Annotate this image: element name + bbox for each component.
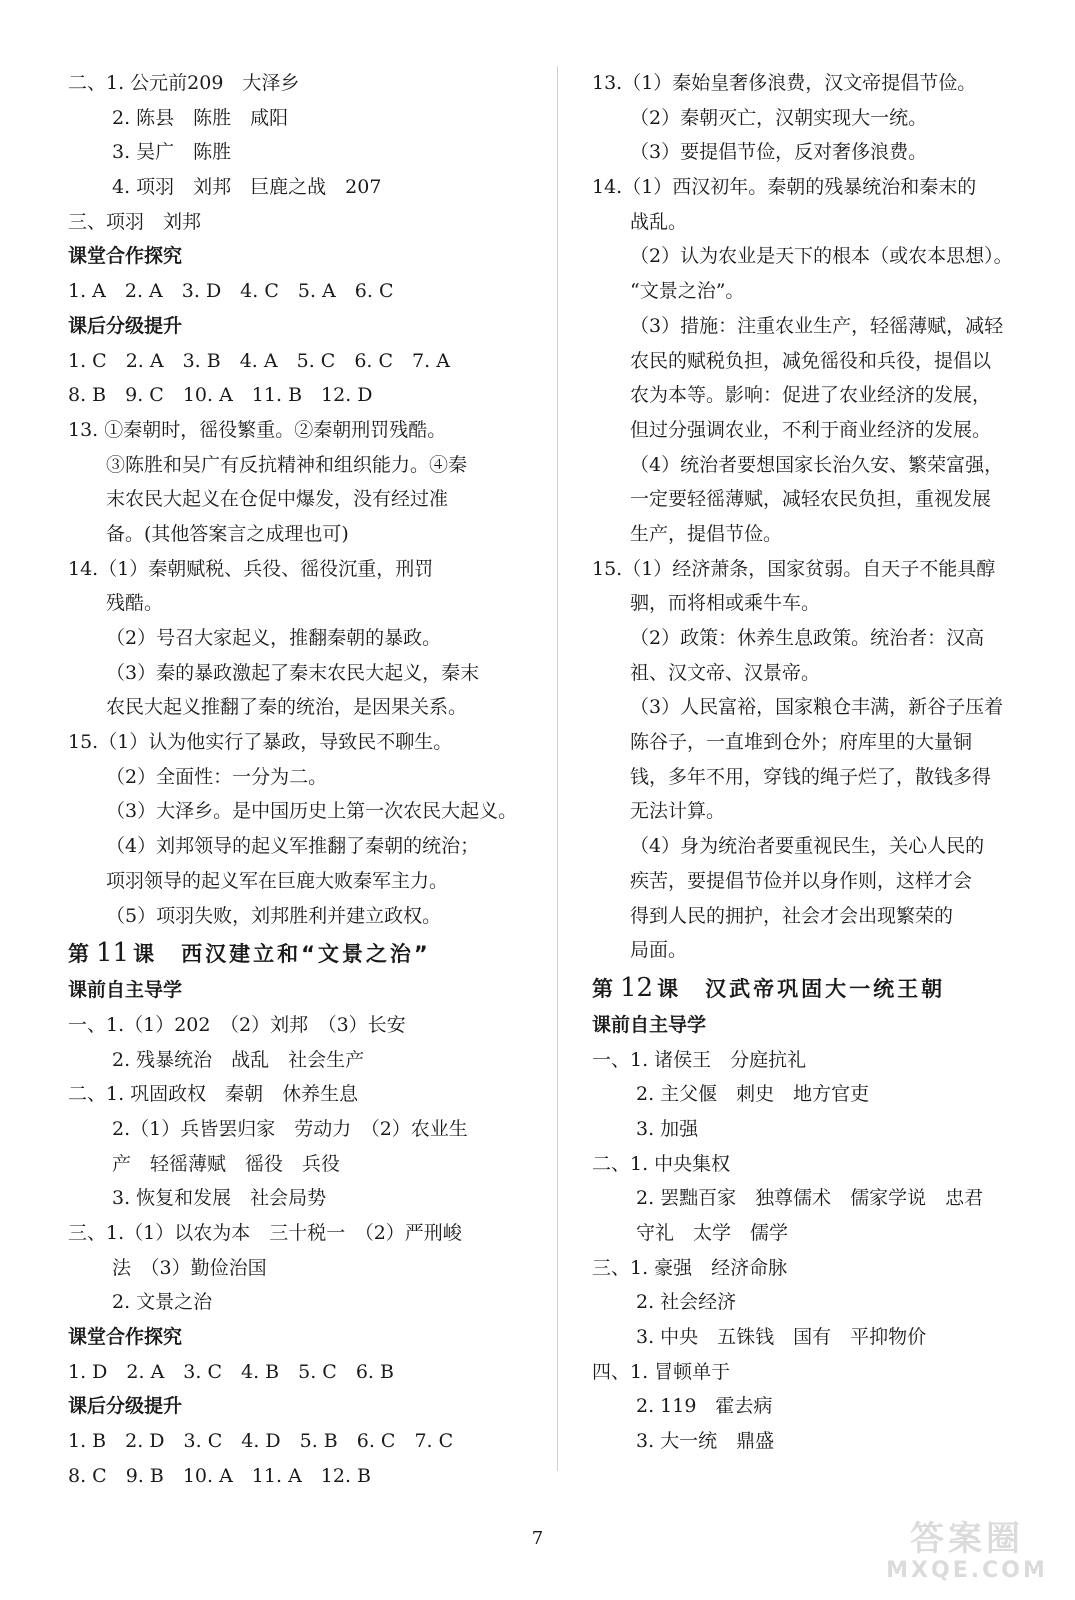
- answer-line: 8. B 9. C 10. A 11. B 12. D: [68, 384, 373, 407]
- answer-line: （3）人民富裕，国家粮仓丰满，新谷子压着: [630, 696, 1004, 719]
- answer-line: 2. 罢黜百家 独尊儒术 儒家学说 忠君: [636, 1187, 984, 1210]
- answer-line: 2. 残暴统治 战乱 社会生产: [112, 1048, 365, 1071]
- answer-line: 3. 加强: [636, 1117, 699, 1140]
- section-heading: 课后分级提升: [68, 1395, 183, 1418]
- answer-line: 3. 恢复和发展 社会局势: [112, 1187, 327, 1210]
- answer-line: 农为本等。影响：促进了农业经济的发展，: [630, 384, 992, 407]
- lesson-name: 课 西汉建立和“文景之治”: [133, 942, 431, 967]
- answer-line: （2）全面性：一分为二。: [106, 765, 328, 788]
- answer-line: 得到人民的拥护，社会才会出现繁荣的: [630, 904, 954, 927]
- answer-line: （5）项羽失败，刘邦胜利并建立政权。: [106, 904, 442, 927]
- answer-line: 二、1. 中央集权: [592, 1152, 731, 1175]
- section-heading: 课堂合作探究: [68, 245, 183, 268]
- answer-line: 4. 项羽 刘邦 巨鹿之战 207: [112, 176, 382, 199]
- answer-line: 驷，而将相或乘牛车。: [630, 592, 821, 615]
- answer-line: 3. 中央 五铢钱 国有 平抑物价: [636, 1326, 927, 1349]
- answer-line: 农民的赋税负担，减免徭役和兵役，提倡以: [630, 349, 992, 372]
- answer-line: 8. C 9. B 10. A 11. A 12. B: [68, 1464, 372, 1487]
- answer-line: 2. 119 霍去病: [636, 1395, 773, 1418]
- answer-line: 局面。: [630, 939, 688, 962]
- answer-line: 农民大起义推翻了秦的统治，是因果关系。: [106, 696, 468, 719]
- section-heading: 课前自主导学: [592, 1013, 707, 1036]
- answer-line: 一、1. 诸侯王 分庭抗礼: [592, 1048, 807, 1071]
- section-heading: 课堂合作探究: [68, 1326, 183, 1349]
- answer-line: （3）秦的暴政激起了秦末农民大起义，秦末: [106, 661, 480, 684]
- answer-line: 法 （3）勤俭治国: [112, 1256, 267, 1279]
- answer-line: 3. 大一统 鼎盛: [636, 1430, 775, 1453]
- answer-line: （2）号召大家起义，推翻秦朝的暴政。: [106, 627, 442, 649]
- answer-line: 二、1. 公元前209 大泽乡: [68, 72, 300, 94]
- answer-line: （4）身为统治者要重视民生，关心人民的: [630, 835, 985, 858]
- section-heading: 课后分级提升: [68, 314, 183, 337]
- right-column: [592, 66, 1032, 1459]
- answer-line: 3. 吴广 陈胜: [112, 141, 232, 164]
- answer-line: （2）政策：休养生息政策。统治者：汉高: [630, 627, 985, 649]
- answer-line: 项羽领导的起义军在巨鹿大败秦军主力。: [106, 869, 449, 892]
- answer-line: （3）大泽乡。是中国历史上第一次农民大起义。: [106, 800, 518, 823]
- lesson-number: 12: [620, 972, 654, 1003]
- answer-line: 三、1. 豪强 经济命脉: [592, 1256, 788, 1279]
- answer-line: ③陈胜和吴广有反抗精神和组织能力。④秦: [106, 453, 468, 476]
- left-column: [68, 66, 538, 1494]
- answer-line: 13.（1）秦始皇奢侈浪费，汉文帝提倡节俭。: [592, 72, 977, 94]
- lesson-number: 11: [96, 938, 130, 969]
- answer-line: 13. ①秦朝时，徭役繁重。②秦朝刑罚残酷。: [68, 418, 447, 441]
- answer-line: 2. 主父偃 刺史 地方官吏: [636, 1083, 870, 1106]
- lesson-title: [68, 933, 538, 973]
- answer-line: 2. 社会经济: [636, 1291, 737, 1314]
- answer-line: 2.（1）兵皆罢归家 劳动力 （2）农业生: [112, 1117, 468, 1140]
- answer-line: 无法计算。: [630, 800, 726, 823]
- lesson-name: 课 汉武帝巩固大一统王朝: [657, 976, 946, 1001]
- answer-line: （2）认为农业是天下的根本（或农本思想）。: [630, 245, 1013, 268]
- lesson-title: [592, 968, 1032, 1008]
- answer-line: 一、1.（1）202 （2）刘邦 （3）长安: [68, 1013, 406, 1036]
- answer-line: “文景之治”。: [630, 280, 745, 303]
- answer-line: 残酷。: [106, 592, 164, 615]
- answer-line: 生产，提倡节俭。: [630, 522, 783, 545]
- answer-line: 15.（1）认为他实行了暴政，导致民不聊生。: [68, 731, 453, 754]
- answer-line: 备。(其他答案言之成理也可): [106, 522, 349, 545]
- page-number: 7: [531, 1528, 544, 1549]
- answer-line: 一定要轻徭薄赋，减轻农民负担，重视发展: [630, 488, 992, 511]
- answer-line: （4）统治者要想国家长治久安、繁荣富强，: [630, 453, 1004, 476]
- answer-line: 产 轻徭薄赋 徭役 兵役: [112, 1152, 341, 1175]
- lesson-prefix: 第: [592, 976, 616, 1001]
- answer-line: （2）秦朝灭亡，汉朝实现大一统。: [630, 106, 928, 129]
- answer-line: 14.（1）西汉初年。秦朝的残暴统治和秦末的: [592, 176, 977, 199]
- answer-line: 四、1. 冒顿单于: [592, 1360, 731, 1383]
- answer-line: （3）要提倡节俭，反对奢侈浪费。: [630, 141, 928, 164]
- answer-line: （3）措施：注重农业生产，轻徭薄赋，减轻: [630, 314, 1004, 337]
- answer-line: 1. B 2. D 3. C 4. D 5. B 6. C 7. C: [68, 1430, 454, 1453]
- lesson-prefix: 第: [68, 942, 92, 967]
- answer-line: 末农民大起义在仓促中爆发，没有经过准: [106, 488, 449, 511]
- answer-line: 1. D 2. A 3. C 4. B 5. C 6. B: [68, 1360, 394, 1383]
- answer-line: 但过分强调农业，不利于商业经济的发展。: [630, 418, 992, 441]
- answer-line: 守礼 太学 儒学: [636, 1222, 789, 1244]
- answer-line: 2. 陈县 陈胜 咸阳: [112, 106, 289, 129]
- column-divider: [557, 66, 558, 1471]
- answer-line: 三、项羽 刘邦: [68, 210, 202, 233]
- answer-line: 战乱。: [630, 210, 688, 233]
- watermark-url: MXQE.COM: [886, 1558, 1048, 1583]
- answer-line: 1. A 2. A 3. D 4. C 5. A 6. C: [68, 280, 394, 303]
- watermark-text: 答案圈: [910, 1519, 1024, 1559]
- answer-line: 15.（1）经济萧条，国家贫弱。自天子不能具醇: [592, 557, 996, 580]
- section-heading: 课前自主导学: [68, 979, 183, 1002]
- answer-line: 陈谷子，一直堆到仓外；府库里的大量铜: [630, 731, 973, 754]
- answer-line: 2. 文景之治: [112, 1291, 213, 1314]
- answer-line: 二、1. 巩固政权 秦朝 休养生息: [68, 1083, 359, 1106]
- answer-line: 祖、汉文帝、汉景帝。: [630, 661, 821, 684]
- watermark-logo: [877, 1520, 1057, 1586]
- answer-line: 三、1.（1）以农为本 三十税一 （2）严刑峻: [68, 1222, 462, 1244]
- answer-line: 14.（1）秦朝赋税、兵役、徭役沉重，刑罚: [68, 557, 434, 580]
- answer-line: 疾苦，要提倡节俭并以身作则，这样才会: [630, 869, 973, 892]
- answer-line: 1. C 2. A 3. B 4. A 5. C 6. C 7. A: [68, 349, 450, 372]
- answer-line: （4）刘邦领导的起义军推翻了秦朝的统治；: [106, 835, 480, 858]
- answer-line: 钱，多年不用，穿钱的绳子烂了，散钱多得: [630, 765, 992, 788]
